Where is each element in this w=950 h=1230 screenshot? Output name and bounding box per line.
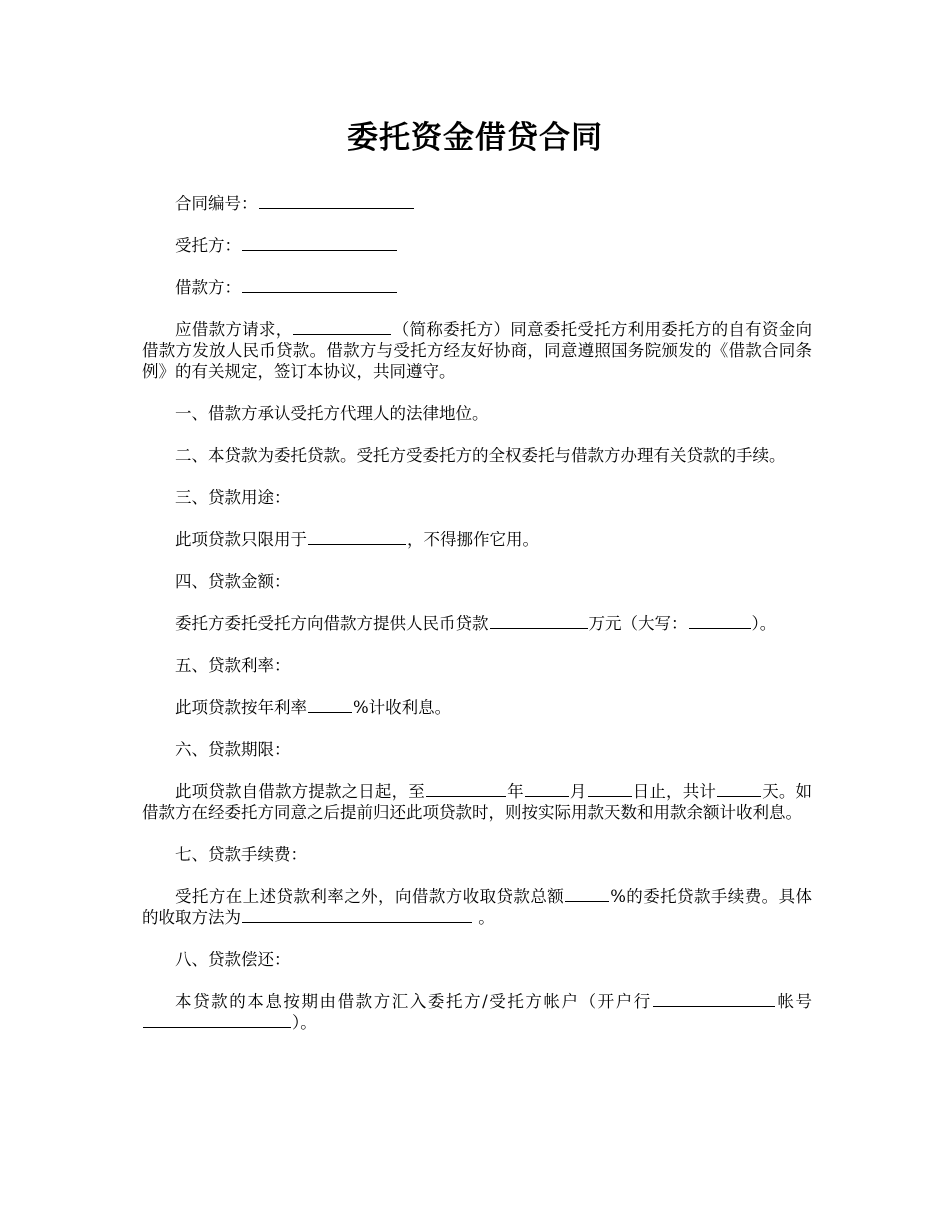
clause-7-text-a: 受托方在上述贷款利率之外，向借款方收取贷款总额 [175, 887, 565, 906]
clause-2: 二、本贷款为委托贷款。受托方受委托方的全权委托与借款方办理有关贷款的手续。 [175, 446, 786, 465]
clause-7-text-b: %的委托贷款手续费。具体的收取方法为 [142, 887, 812, 927]
clause-8-text [142, 991, 812, 1033]
clause-8-text-c: ）。 [292, 1013, 317, 1032]
end-day-blank[interactable] [588, 781, 632, 797]
contract-no-blank[interactable] [259, 193, 414, 209]
clause-5-heading: 五、贷款利率： [175, 656, 291, 675]
month-label: 月 [569, 782, 587, 801]
loan-purpose-blank[interactable] [308, 529, 406, 545]
trustee-label: 受托方： [175, 236, 241, 255]
contract-no-line [142, 193, 812, 214]
clause-6-text-a: 此项贷款自借款方提款之日起，至 [175, 782, 425, 801]
interest-rate-blank[interactable] [308, 697, 352, 713]
clause-5-text-a: 此项贷款按年利率 [175, 698, 307, 717]
borrower-label: 借款方： [175, 278, 241, 297]
clause-1: 一、借款方承认受托方代理人的法律地位。 [175, 404, 489, 423]
trustee-blank[interactable] [242, 235, 397, 251]
intro-paragraph [142, 319, 812, 382]
contract-no-label: 合同编号： [175, 194, 258, 213]
clause-4-text [142, 613, 812, 634]
year-label: 年 [506, 782, 524, 801]
clause-4-text-b: 万元（大写： [588, 614, 688, 633]
clause-3-text-b: ，不得挪作它用。 [407, 530, 539, 549]
clause-3-heading: 三、贷款用途： [175, 488, 291, 507]
borrower-blank[interactable] [242, 277, 397, 293]
clause-8-text-a: 本贷款的本息按期由借款方汇入委托方/受托方帐户（开户行 [175, 992, 652, 1011]
loan-amount-blank[interactable] [490, 613, 588, 629]
account-number-blank[interactable] [143, 1012, 291, 1028]
clause-4-heading: 四、贷款金额： [175, 572, 291, 591]
clause-3-text [142, 529, 812, 550]
day-label: 日止，共计 [632, 782, 717, 801]
borrower-line [142, 277, 812, 298]
clause-5-text [142, 697, 812, 718]
clause-4-text-c: ）。 [751, 614, 777, 633]
end-month-blank[interactable] [525, 781, 569, 797]
clause-7-text [142, 886, 812, 928]
clause-6-heading: 六、贷款期限： [175, 740, 291, 759]
clause-8-text-b: 帐号 [775, 992, 813, 1011]
clause-6-text [142, 781, 812, 823]
end-year-blank[interactable] [426, 781, 506, 797]
clause-6-text-b: 天。如借款方在经委托方同意之后提前归还此项贷款时，则按实际用款天数和用款余额计收利息。 [142, 782, 813, 822]
document-title: 委托资金借贷合同 [347, 120, 603, 156]
clause-4-text-a: 委托方委托受托方向借款方提供人民币贷款 [175, 614, 489, 633]
clause-3-text-a: 此项贷款只限用于 [175, 530, 307, 549]
intro-text-b: （简称委托方）同意委托受托方利用委托方的自有资金向借款方发放人民币贷款。借款方与受托方经友好协商，同意遵照国务院颁发的《借款合同条例》的有关规定，签订本协议，共同遵守。 [142, 320, 812, 381]
amount-in-words-blank[interactable] [689, 613, 751, 629]
principal-blank[interactable] [293, 319, 391, 335]
fee-rate-blank[interactable] [565, 886, 609, 902]
bank-name-blank[interactable] [653, 991, 775, 1007]
intro-text-a: 应借款方请求， [175, 320, 293, 339]
clause-7-heading: 七、贷款手续费： [175, 845, 307, 864]
total-days-blank[interactable] [717, 781, 761, 797]
document-body [142, 193, 812, 1054]
clause-7-text-c: 。 [473, 908, 495, 927]
fee-method-blank[interactable] [242, 907, 472, 923]
clause-5-text-b: %计收利息。 [353, 698, 452, 717]
clause-8-heading: 八、贷款偿还： [175, 950, 291, 969]
trustee-line [142, 235, 812, 256]
